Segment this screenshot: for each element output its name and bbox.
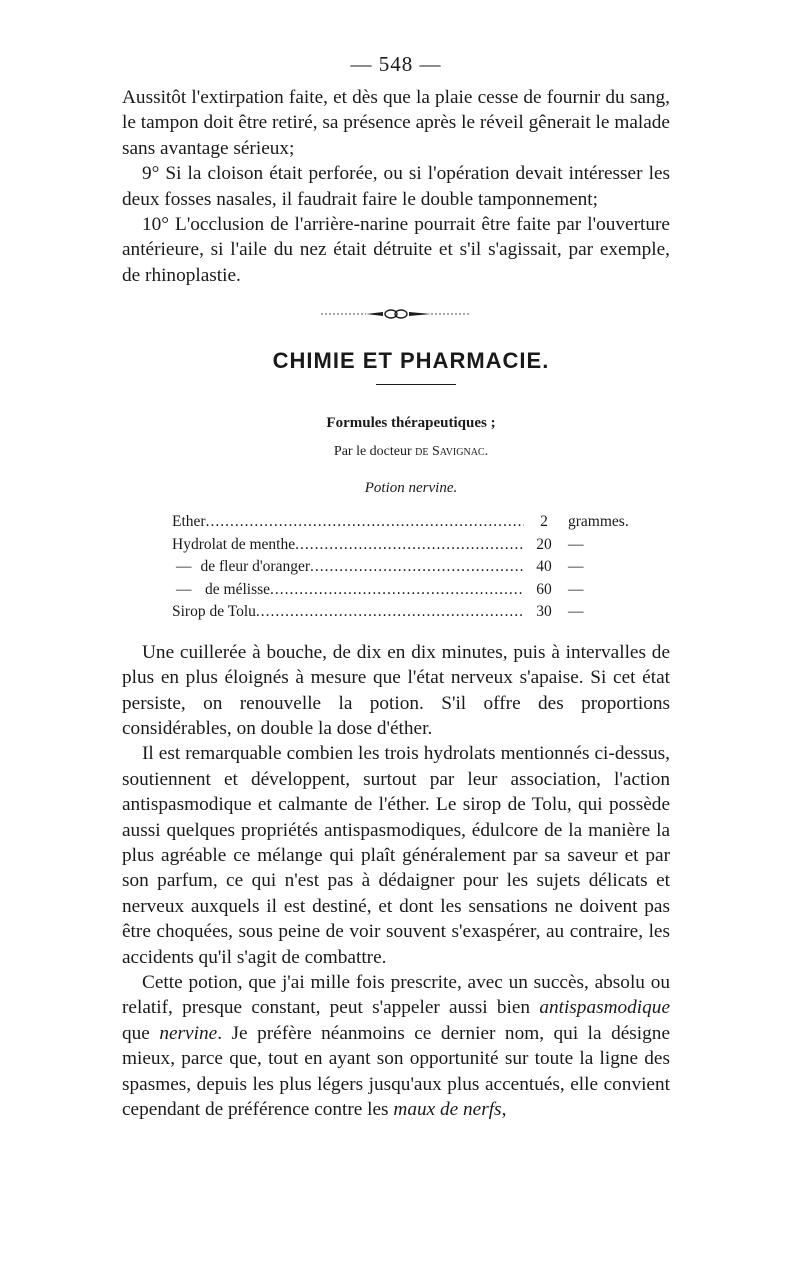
section-title: CHIMIE ET PHARMACIE. [272, 348, 550, 374]
emphasis-text: maux de nerfs [393, 1099, 502, 1121]
ingredient-name: de fleur d'oranger [200, 558, 310, 576]
recipe-row [172, 603, 672, 626]
ingredient-cell [172, 558, 524, 576]
ingredient-unit: — [568, 558, 584, 576]
ingredient-name: Hydrolat de menthe [172, 535, 296, 553]
recipe-row [172, 513, 672, 536]
leader-dots [256, 603, 524, 621]
book-page [122, 52, 670, 1122]
ingredient-unit: — [568, 535, 584, 553]
intro-paragraph-3: 10° L'occlusion de l'arrière-narine pourrait être faite par l'ouverture antérieure, si l'aile du nez était détruite et s'il s'agissait, par exemple, de rhinoplastie. [122, 214, 670, 286]
ingredient-cell [172, 581, 524, 599]
ingredient-quantity: 30 [536, 603, 552, 621]
ingredient-quantity: 20 [536, 535, 552, 553]
ingredient-cell [172, 536, 524, 554]
subsection-title: Formules thérapeutiques ; [326, 415, 496, 432]
ingredient-cell [172, 513, 524, 531]
ingredient-unit: grammes. [568, 513, 629, 531]
text-run: Cette potion, que j'ai mille fois prescrite, avec un succès, absolu ou relatif, presque constant, peut s'appeler aussi bien [122, 972, 670, 1019]
text-run: que [122, 1022, 160, 1044]
author-name: de Savignac. [415, 444, 489, 460]
ingredient-name: Ether [172, 513, 206, 531]
ingredient-quantity: 60 [536, 580, 552, 598]
ditto-dash: — [176, 580, 192, 598]
ingredient-name: Sirop de Tolu [172, 603, 256, 621]
title-rule [376, 384, 456, 385]
leader-dots [206, 513, 524, 531]
ditto-dash: — [176, 558, 192, 576]
body-paragraph-2: Il est remarquable combien les trois hydrolats mentionnés ci-dessus, soutiennent et développent, surtout par leur association, l'action antispasmodique et calmante de l'éther. Le sirop de Tolu, qui possède aussi quelques propriétés antispasmodiques, édulcore de la manière la plus agréable ce mélange qui plaît généralement par sa saveur et par son parfum, ce qui n'est pas à dédaigner pour les sujets délicats et nerveux auxquels il est destiné, et dont les sensations ne doivent pas être choquées, sous peine de voir souvent s'exaspérer, au contraire, les accidents qu'il s'agit de combattre. [122, 743, 670, 968]
author-prefix: Par le docteur [333, 444, 412, 460]
ingredient-unit: — [568, 603, 584, 621]
text-run: . Je préfère néanmoins ce dernier nom, qui la désigne mieux, parce que, tout en ayant son opportunité sur toute la ligne des spasmes, depuis les plus légers jusqu'aux plus accentués, elle convient cependant de préférence contre les [122, 1022, 671, 1121]
emphasis-text: nervine [159, 1022, 218, 1044]
body-paragraph-1: Une cuillerée à bouche, de dix en dix minutes, puis à intervalles de plus en plus éloignés à mesure que l'état nerveux s'apaise. Si cet état persiste, on renouvelle la potion. S'il offre des proportions considérables, on double la dose d'éther. [122, 641, 670, 739]
recipe-row [172, 536, 672, 559]
ingredient-cell [172, 603, 524, 621]
leader-dots [295, 536, 524, 554]
intro-paragraph-1: Aussitôt l'extirpation faite, et dès que la plaie cesse de fournir du sang, le tampon doit être retiré, sa présence après le réveil gênerait le malade sans avantage sérieux; [122, 87, 670, 159]
page-number: — 548 — [350, 52, 442, 76]
emphasis-text: antispasmodique [539, 997, 670, 1019]
intro-paragraph-2: 9° Si la cloison était perforée, ou si l'opération devait intéresser les deux fosses nasales, il faudrait faire le double tamponnement; [122, 163, 670, 210]
ingredient-name: de mélisse [205, 580, 271, 598]
recipe-table [172, 513, 672, 626]
ingredient-quantity: 2 [540, 513, 548, 531]
ornament-divider [321, 308, 471, 320]
leader-dots [310, 558, 524, 576]
leader-dots [270, 581, 524, 599]
ingredient-unit: — [568, 580, 584, 598]
ingredient-quantity: 40 [536, 558, 552, 576]
recipe-row [172, 581, 672, 604]
text-run: , [501, 1099, 507, 1121]
recipe-row [172, 558, 672, 581]
author-line [122, 444, 670, 460]
recipe-title: Potion nervine. [364, 480, 458, 497]
body-paragraph-3 [122, 970, 670, 1122]
